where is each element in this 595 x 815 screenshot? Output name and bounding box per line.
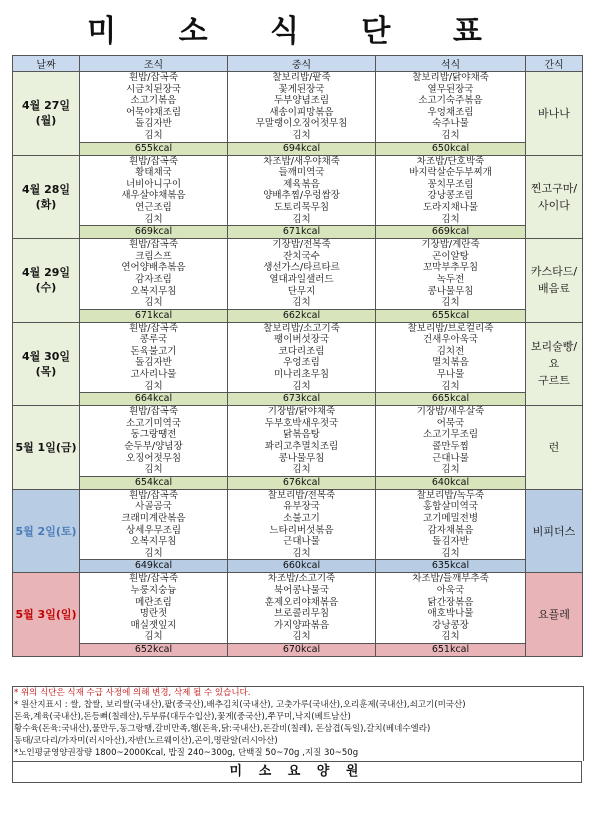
kcal-value: 652kcal bbox=[80, 643, 228, 656]
menu-item: 흰밥/잡곡죽 bbox=[128, 489, 179, 501]
menu-item: 콩루국 bbox=[139, 334, 168, 346]
snack-cell bbox=[526, 489, 583, 573]
kcal-value: 673kcal bbox=[228, 393, 376, 406]
menu-item: 돌김자반 bbox=[135, 118, 172, 130]
kcal-row bbox=[13, 643, 583, 656]
menu-item: 김치 bbox=[144, 631, 163, 643]
menu-item: 흰밥/잡곡죽 bbox=[128, 573, 179, 585]
menu-item: 무말랭이오징어젓무침 bbox=[255, 118, 348, 130]
menu-item: 근대나물 bbox=[432, 452, 469, 464]
header-snack: 간식 bbox=[526, 56, 583, 72]
menu-item: 느타리버섯볶음 bbox=[269, 524, 334, 536]
menu-item: 김치 bbox=[292, 213, 311, 225]
menu-item: 도라지채나물 bbox=[422, 201, 479, 213]
menu-item: 사골곰국 bbox=[135, 501, 172, 513]
day-row bbox=[13, 489, 583, 560]
kcal-value: 649kcal bbox=[80, 560, 228, 573]
menu-item: 소고기숙주볶음 bbox=[418, 95, 483, 107]
menu-item: 열대과일샐러드 bbox=[269, 273, 334, 285]
header-row bbox=[13, 56, 583, 72]
dinner-menu-cell bbox=[376, 406, 526, 477]
day-date: 5월 3일(일) bbox=[15, 608, 77, 622]
menu-item: 시금치된장국 bbox=[125, 83, 182, 95]
header-lunch: 중식 bbox=[228, 56, 376, 72]
menu-item: 콩나물무침 bbox=[278, 452, 325, 464]
menu-item: 생선가스/타르타르 bbox=[263, 262, 340, 274]
notes-warning: * 위의 식단은 식재 수급 사정에 의해 변경, 삭제 될 수 있습니다. bbox=[14, 688, 251, 698]
menu-item: 우엉조림 bbox=[283, 357, 320, 369]
snack-cell bbox=[526, 322, 583, 406]
menu-item: 새우살야채볶음 bbox=[121, 190, 186, 202]
menu-item: 곤이알탕 bbox=[432, 250, 469, 262]
kcal-row bbox=[13, 560, 583, 573]
days-body bbox=[13, 72, 583, 657]
kcal-row bbox=[13, 226, 583, 239]
menu-item: 김치 bbox=[441, 213, 460, 225]
menu-item: 잔치국수 bbox=[283, 250, 320, 262]
menu-item: 건새우아욱국 bbox=[422, 334, 479, 346]
menu-item: 김치 bbox=[292, 464, 311, 476]
menu-item: 꽁치무조림 bbox=[427, 178, 474, 190]
menu-item: 강낭콩조림 bbox=[427, 190, 474, 202]
page-title: 미 소 식 단 표 bbox=[87, 14, 508, 49]
menu-item: 흰밥/잡곡죽 bbox=[128, 239, 179, 251]
menu-item: 꽈리고추멸치조림 bbox=[264, 441, 339, 453]
day-date-cell bbox=[13, 155, 80, 239]
menu-item: 들깨미역국 bbox=[278, 167, 325, 179]
kcal-row bbox=[13, 476, 583, 489]
kcal-value: 654kcal bbox=[80, 476, 228, 489]
menu-item: 고기메밀전병 bbox=[422, 513, 479, 524]
day-date-cell bbox=[13, 72, 80, 156]
menu-item: 홍합살미역국 bbox=[422, 501, 479, 513]
day-date-cell bbox=[13, 322, 80, 406]
snack-item: 사이다 bbox=[538, 198, 570, 212]
menu-item: 멸치볶음 bbox=[432, 357, 469, 369]
kcal-value: 651kcal bbox=[376, 643, 526, 656]
menu-item: 흰밥/잡곡죽 bbox=[128, 155, 179, 167]
menu-item: 매실잿잎지 bbox=[130, 619, 177, 631]
menu-item: 차조밥/소고기죽 bbox=[267, 573, 336, 585]
lunch-menu-cell bbox=[228, 155, 376, 226]
menu-item: 어묵국 bbox=[436, 417, 465, 429]
menu-item: 기장밥/계란죽 bbox=[421, 239, 480, 251]
menu-item: 가지양파볶음 bbox=[273, 619, 330, 631]
kcal-row bbox=[13, 142, 583, 155]
snack-item: 바나나 bbox=[538, 106, 570, 120]
menu-item: 새송이피망볶음 bbox=[269, 106, 334, 118]
kcal-row bbox=[13, 393, 583, 406]
lunch-menu-cell bbox=[228, 72, 376, 143]
menu-item: 김치 bbox=[292, 129, 311, 141]
kcal-value: 662kcal bbox=[228, 309, 376, 322]
menu-item: 바지락살순두부찌개 bbox=[409, 167, 492, 179]
kcal-value: 671kcal bbox=[228, 226, 376, 239]
breakfast-menu-cell bbox=[80, 489, 228, 560]
menu-item: 감자채볶음 bbox=[427, 524, 474, 536]
menu-item: 김치 bbox=[441, 129, 460, 141]
day-date: 4월 30일 bbox=[21, 349, 71, 363]
dinner-menu-cell bbox=[376, 239, 526, 310]
breakfast-menu-cell bbox=[80, 406, 228, 477]
kcal-value: 655kcal bbox=[376, 309, 526, 322]
menu-item: 유부장국 bbox=[283, 501, 320, 513]
menu-item: 오복지무침 bbox=[130, 536, 177, 548]
menu-sheet bbox=[12, 55, 582, 657]
day-weekday: (화) bbox=[35, 197, 57, 211]
day-row bbox=[13, 72, 583, 143]
menu-item: 닭간장볶음 bbox=[427, 596, 474, 608]
kcal-value: 669kcal bbox=[376, 226, 526, 239]
snack-item: 카스타드/ bbox=[530, 265, 578, 279]
lunch-menu-cell bbox=[228, 489, 376, 560]
menu-item: 두부호박새우젓국 bbox=[264, 417, 339, 429]
day-date: 4월 29일 bbox=[21, 266, 71, 280]
menu-item: 연근조림 bbox=[135, 201, 172, 213]
menu-item: 오징어젓무침 bbox=[125, 452, 182, 464]
snack-item: 요플레 bbox=[538, 608, 570, 622]
snack-item: 찐고구마/ bbox=[530, 181, 578, 195]
menu-item: 차조밥/단호박죽 bbox=[416, 155, 485, 167]
menu-item: 김치 bbox=[441, 547, 460, 559]
menu-item: 김치 bbox=[292, 380, 311, 392]
notes-origin-line: * 원산지표시 : 쌀, 찹쌀, 보리쌀(국내산),팥(중국산),배추김치(국내산), 고춧가루(국내산),오리훈제(국내산),쇠고기(미국산) bbox=[14, 700, 466, 710]
kcal-value: 635kcal bbox=[376, 560, 526, 573]
kcal-value: 670kcal bbox=[228, 643, 376, 656]
menu-item: 김치 bbox=[144, 129, 163, 141]
menu-item: 기장밥/새우살죽 bbox=[416, 406, 485, 418]
menu-item: 김치 bbox=[441, 380, 460, 392]
menu-item: 코다리조림 bbox=[278, 345, 325, 357]
kcal-value: 650kcal bbox=[376, 142, 526, 155]
header-date: 날짜 bbox=[13, 56, 80, 72]
day-weekday: (수) bbox=[35, 281, 57, 295]
menu-item: 꼬막부추무침 bbox=[422, 262, 479, 274]
menu-item: 김치 bbox=[144, 380, 163, 392]
menu-item: 기장밥/전복죽 bbox=[272, 239, 331, 251]
day-date-cell bbox=[13, 573, 80, 657]
menu-item: 콜만두찜 bbox=[432, 441, 469, 453]
menu-item: 크림스프 bbox=[135, 250, 172, 262]
menu-item: 찰보리밥/전복죽 bbox=[267, 489, 336, 501]
kcal-value: 694kcal bbox=[228, 142, 376, 155]
kcal-value: 671kcal bbox=[80, 309, 228, 322]
menu-item: 찰보리밥/닭야채죽 bbox=[412, 72, 489, 83]
menu-item: 돌김자반 bbox=[432, 536, 469, 548]
day-date-cell bbox=[13, 489, 80, 573]
menu-item: 제육볶음 bbox=[283, 178, 320, 190]
snack-cell bbox=[526, 72, 583, 156]
kcal-value: 664kcal bbox=[80, 393, 228, 406]
menu-item: 연어양배추볶음 bbox=[121, 262, 186, 274]
dinner-menu-cell bbox=[376, 72, 526, 143]
notes-origin-line: 돈육,계육(국내산),돈등뼈(칠레산),두부류(대두수입산),꽃게(중국산),쭈꾸미,낙지(베트남산) bbox=[14, 712, 351, 722]
menu-item: 김치 bbox=[292, 297, 311, 309]
day-row bbox=[13, 406, 583, 477]
menu-item: 녹두전 bbox=[436, 273, 465, 285]
notes-origin-line: 동태/코다리/가자미(러시아산),자반(노르웨이산),곤이,명란알(러시아산) bbox=[14, 736, 278, 746]
menu-item: 차조밥/들깨부추죽 bbox=[412, 573, 489, 585]
lunch-menu-cell bbox=[228, 573, 376, 644]
breakfast-menu-cell bbox=[80, 72, 228, 143]
menu-item: 콩나물무침 bbox=[427, 285, 474, 297]
menu-item: 기장밥/닭야채죽 bbox=[267, 406, 336, 418]
menu-item: 김치 bbox=[441, 464, 460, 476]
menu-item: 두부양념조림 bbox=[273, 95, 330, 107]
menu-item: 메란조림 bbox=[135, 596, 172, 608]
menu-item: 무나물 bbox=[436, 369, 465, 381]
menu-item: 고사리나물 bbox=[130, 369, 177, 381]
header-breakfast: 조식 bbox=[80, 56, 228, 72]
kcal-value: 640kcal bbox=[376, 476, 526, 489]
snack-item: 런 bbox=[548, 441, 560, 455]
menu-item: 찰보리밥/녹두죽 bbox=[416, 489, 485, 501]
kcal-value: 665kcal bbox=[376, 393, 526, 406]
menu-item: 꽃게된장국 bbox=[278, 83, 325, 95]
menu-item: 흰밥/잡곡죽 bbox=[128, 322, 179, 334]
snack-item: 보리술빵/요 bbox=[530, 340, 578, 371]
menu-item: 너비아니구이 bbox=[125, 178, 182, 190]
lunch-menu-cell bbox=[228, 239, 376, 310]
menu-item: 소고기무조림 bbox=[422, 429, 479, 441]
menu-item: 김치 bbox=[144, 464, 163, 476]
menu-item: 아욱국 bbox=[436, 584, 465, 596]
menu-item: 김치 bbox=[144, 213, 163, 225]
menu-item: 김치 bbox=[144, 297, 163, 309]
menu-item: 우엉채조림 bbox=[427, 106, 474, 118]
menu-item: 숙주나물 bbox=[432, 118, 469, 130]
day-date: 4월 27일 bbox=[21, 99, 71, 113]
menu-item: 훈제오리야채볶음 bbox=[264, 596, 339, 608]
menu-item: 김치 bbox=[144, 547, 163, 559]
breakfast-menu-cell bbox=[80, 322, 228, 393]
notes-box bbox=[12, 686, 584, 761]
menu-item: 김치전 bbox=[436, 345, 465, 357]
menu-item: 어묵야채조림 bbox=[125, 106, 182, 118]
menu-item: 오복지무침 bbox=[130, 285, 177, 297]
menu-item: 브로콜리무침 bbox=[273, 608, 330, 620]
menu-item: 황태채국 bbox=[135, 167, 172, 179]
menu-item: 양배추찜/우렁쌈장 bbox=[263, 190, 340, 202]
menu-item: 동그랑땡전 bbox=[130, 429, 177, 441]
menu-item: 근대나물 bbox=[283, 536, 320, 548]
dinner-menu-cell bbox=[376, 489, 526, 560]
day-weekday: (목) bbox=[35, 364, 57, 378]
menu-item: 소불고기 bbox=[283, 513, 320, 524]
day-date: 4월 28일 bbox=[21, 182, 71, 196]
menu-item: 김치 bbox=[292, 547, 311, 559]
menu-item: 찰보리밥/소고기죽 bbox=[263, 322, 340, 334]
breakfast-menu-cell bbox=[80, 239, 228, 310]
day-row bbox=[13, 573, 583, 644]
footer-facility-name: 미 소 요 양 원 bbox=[12, 761, 582, 783]
menu-item: 북어콩나물국 bbox=[273, 584, 330, 596]
lunch-menu-cell bbox=[228, 406, 376, 477]
kcal-value: 655kcal bbox=[80, 142, 228, 155]
header-dinner: 석식 bbox=[376, 56, 526, 72]
menu-item: 상세우무조림 bbox=[125, 524, 182, 536]
dinner-menu-cell bbox=[376, 573, 526, 644]
menu-item: 차조밥/새우야채죽 bbox=[263, 155, 340, 167]
menu-item: 흰밥/잡곡죽 bbox=[128, 406, 179, 418]
kcal-row bbox=[13, 309, 583, 322]
menu-item: 애호박나물 bbox=[427, 608, 474, 620]
snack-cell bbox=[526, 406, 583, 490]
menu-item: 찰보리밥/팥죽 bbox=[272, 72, 331, 83]
day-date: 5월 2일(토) bbox=[15, 524, 77, 538]
menu-item: 소고기볶음 bbox=[130, 95, 177, 107]
menu-item: 팽이버섯장국 bbox=[273, 334, 330, 346]
menu-item: 닭볶음탕 bbox=[283, 429, 320, 441]
menu-item: 김치 bbox=[441, 631, 460, 643]
snack-cell bbox=[526, 155, 583, 239]
kcal-value: 669kcal bbox=[80, 226, 228, 239]
menu-item: 흰밥/잡곡죽 bbox=[128, 72, 179, 83]
kcal-value: 660kcal bbox=[228, 560, 376, 573]
breakfast-menu-cell bbox=[80, 155, 228, 226]
day-row bbox=[13, 155, 583, 226]
snack-item: 비피더스 bbox=[532, 524, 576, 538]
day-date-cell bbox=[13, 406, 80, 490]
menu-item: 누룽지숭늉 bbox=[130, 584, 177, 596]
notes-origin-line: 황수육(돈육:국내산),물만두,동그랑땡,갈비만족,햄(돈육,닭:국내산),돈갈비(칠레), 돈삼겹(독일),갈치(베네수엘라) bbox=[14, 724, 431, 734]
menu-item: 명란젓 bbox=[139, 608, 168, 620]
breakfast-menu-cell bbox=[80, 573, 228, 644]
day-date: 5월 1일(금) bbox=[15, 441, 77, 455]
notes-nutrition: *노인평균영양권장량 1800~2000Kcal, 밥질 240~300g, 단백질 50~70g ,지질 30~50g bbox=[14, 748, 359, 758]
menu-item: 김치 bbox=[441, 297, 460, 309]
snack-cell bbox=[526, 239, 583, 323]
menu-item: 크래미계란볶음 bbox=[121, 513, 186, 524]
menu-item: 소고기미역국 bbox=[125, 417, 182, 429]
menu-table bbox=[12, 55, 583, 657]
menu-item: 단무지 bbox=[287, 285, 316, 297]
dinner-menu-cell bbox=[376, 155, 526, 226]
day-date-cell bbox=[13, 239, 80, 323]
day-row bbox=[13, 322, 583, 393]
menu-item: 미나리초무침 bbox=[273, 369, 330, 381]
snack-item: 배음료 bbox=[538, 282, 570, 296]
menu-item: 열무된장국 bbox=[427, 83, 474, 95]
menu-item: 김치 bbox=[292, 631, 311, 643]
kcal-value: 676kcal bbox=[228, 476, 376, 489]
menu-item: 도토리묵무침 bbox=[273, 201, 330, 213]
dinner-menu-cell bbox=[376, 322, 526, 393]
snack-item: 구르트 bbox=[538, 374, 570, 388]
menu-item: 감자조림 bbox=[135, 273, 172, 285]
menu-item: 돌김자반 bbox=[135, 357, 172, 369]
day-weekday: (월) bbox=[35, 114, 57, 128]
day-row bbox=[13, 239, 583, 310]
snack-cell bbox=[526, 573, 583, 657]
menu-item: 강낭콩장 bbox=[432, 619, 469, 631]
lunch-menu-cell bbox=[228, 322, 376, 393]
menu-item: 찰보리밥/브로컬리죽 bbox=[407, 322, 494, 334]
menu-item: 순두부/양념장 bbox=[124, 441, 183, 453]
menu-item: 돈육불고기 bbox=[130, 345, 177, 357]
